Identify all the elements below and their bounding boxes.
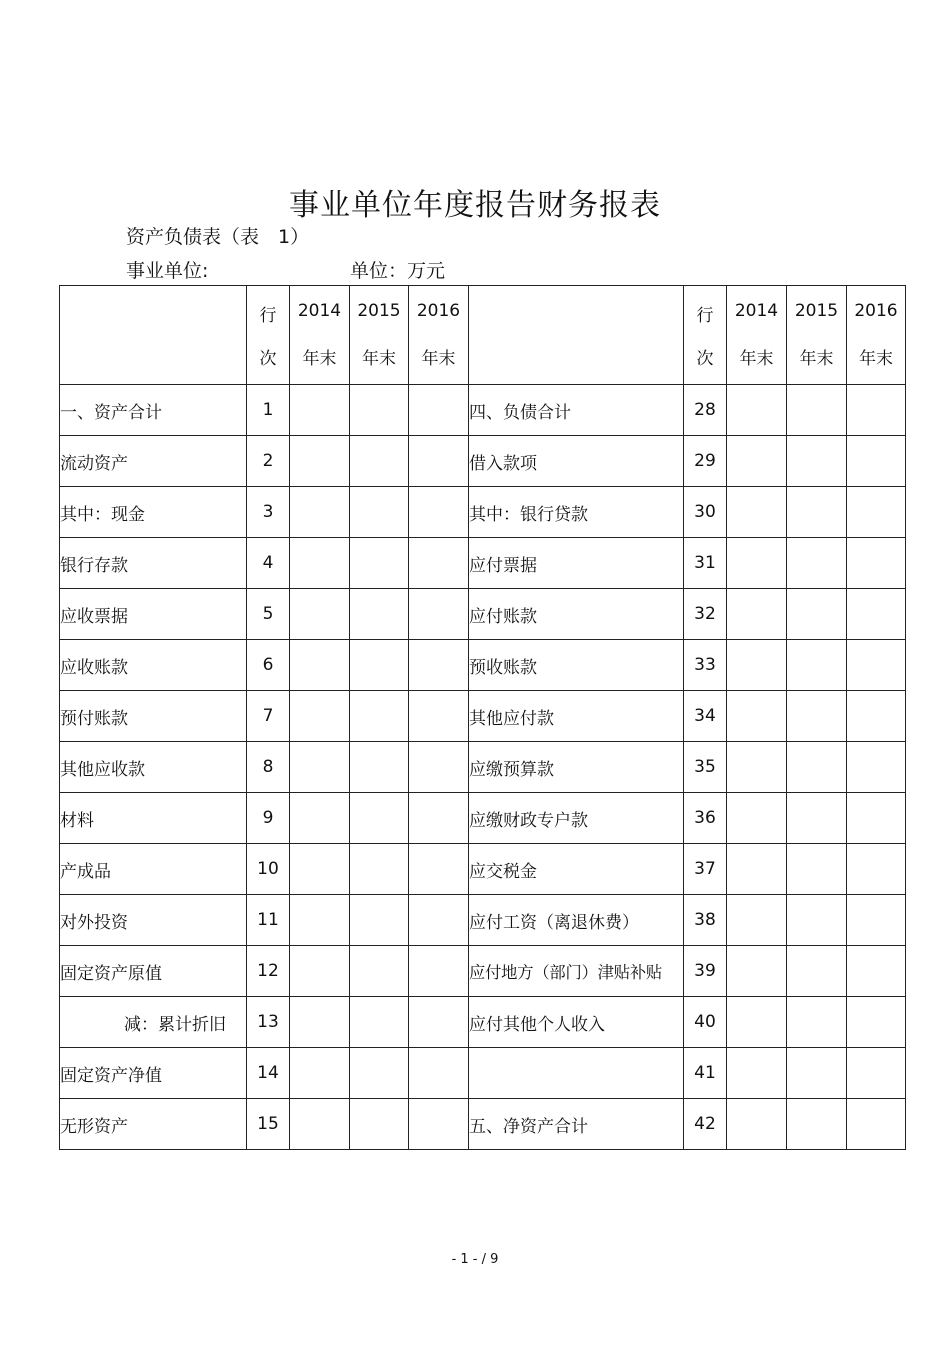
value-cell[interactable] xyxy=(787,742,847,793)
left-item-name: 一、资产合计 xyxy=(60,385,247,436)
right-row-no: 34 xyxy=(684,691,727,742)
left-item-name: 固定资产净值 xyxy=(60,1048,247,1099)
header-year-2015-left: 2015 年末 xyxy=(350,286,409,385)
header-row-no-left: 行 次 xyxy=(247,286,290,385)
value-cell[interactable] xyxy=(727,946,787,997)
value-cell[interactable] xyxy=(290,385,350,436)
value-cell[interactable] xyxy=(727,385,787,436)
left-row-no: 7 xyxy=(247,691,290,742)
value-cell[interactable] xyxy=(847,742,906,793)
value-cell[interactable] xyxy=(727,895,787,946)
right-item-name: 应缴预算款 xyxy=(469,742,684,793)
value-cell[interactable] xyxy=(409,793,469,844)
value-cell[interactable] xyxy=(787,385,847,436)
left-row-no: 14 xyxy=(247,1048,290,1099)
value-cell[interactable] xyxy=(727,1099,787,1150)
left-item-name: 其他应收款 xyxy=(60,742,247,793)
value-cell[interactable] xyxy=(290,742,350,793)
table-row xyxy=(60,589,906,640)
table-row xyxy=(60,946,906,997)
header-row-no-right: 行 次 xyxy=(684,286,727,385)
left-row-no: 5 xyxy=(247,589,290,640)
table-row xyxy=(60,436,906,487)
value-cell[interactable] xyxy=(787,895,847,946)
value-cell[interactable] xyxy=(350,793,409,844)
value-cell[interactable] xyxy=(290,691,350,742)
right-item-name: 应交税金 xyxy=(469,844,684,895)
value-cell[interactable] xyxy=(409,385,469,436)
value-cell[interactable] xyxy=(409,946,469,997)
value-cell[interactable] xyxy=(847,436,906,487)
org-label: 事业单位: xyxy=(126,260,209,282)
value-cell[interactable] xyxy=(409,487,469,538)
value-cell[interactable] xyxy=(847,946,906,997)
header-right-name xyxy=(469,286,684,385)
left-item-name: 其中：现金 xyxy=(60,487,247,538)
value-cell[interactable] xyxy=(290,538,350,589)
left-row-no: 12 xyxy=(247,946,290,997)
value-cell[interactable] xyxy=(350,946,409,997)
value-cell[interactable] xyxy=(409,895,469,946)
value-cell[interactable] xyxy=(727,793,787,844)
value-cell[interactable] xyxy=(350,487,409,538)
left-row-no: 6 xyxy=(247,640,290,691)
value-cell[interactable] xyxy=(290,589,350,640)
left-row-no: 1 xyxy=(247,385,290,436)
value-cell[interactable] xyxy=(409,589,469,640)
sheet-subtitle: 资产负债表（表 1） xyxy=(126,226,310,248)
value-cell[interactable] xyxy=(847,844,906,895)
value-cell[interactable] xyxy=(409,997,469,1048)
right-item-name: 应付地方（部门）津贴补贴 xyxy=(469,946,684,997)
header-year-2016-right: 2016 年末 xyxy=(847,286,906,385)
right-row-no: 29 xyxy=(684,436,727,487)
value-cell[interactable] xyxy=(290,640,350,691)
value-cell[interactable] xyxy=(290,895,350,946)
left-row-no: 4 xyxy=(247,538,290,589)
left-item-name: 对外投资 xyxy=(60,895,247,946)
right-item-name: 其中：银行贷款 xyxy=(469,487,684,538)
table-row xyxy=(60,640,906,691)
value-cell[interactable] xyxy=(409,1048,469,1099)
right-row-no: 28 xyxy=(684,385,727,436)
value-cell[interactable] xyxy=(787,538,847,589)
right-item-name: 应缴财政专户款 xyxy=(469,793,684,844)
left-item-name: 固定资产原值 xyxy=(60,946,247,997)
value-cell[interactable] xyxy=(847,691,906,742)
value-cell[interactable] xyxy=(409,1099,469,1150)
right-item-name: 其他应付款 xyxy=(469,691,684,742)
table-row xyxy=(60,742,906,793)
right-row-no: 30 xyxy=(684,487,727,538)
right-row-no: 39 xyxy=(684,946,727,997)
right-item-name: 应付工资（离退休费） xyxy=(469,895,684,946)
balance-sheet-table xyxy=(59,285,906,1150)
value-cell[interactable] xyxy=(409,538,469,589)
right-item-name: 四、负债合计 xyxy=(469,385,684,436)
value-cell[interactable] xyxy=(787,589,847,640)
left-item-name: 银行存款 xyxy=(60,538,247,589)
right-row-no: 41 xyxy=(684,1048,727,1099)
value-cell[interactable] xyxy=(727,1048,787,1099)
value-cell[interactable] xyxy=(847,793,906,844)
right-row-no: 35 xyxy=(684,742,727,793)
left-row-no: 11 xyxy=(247,895,290,946)
header-year-2014-right: 2014 年末 xyxy=(727,286,787,385)
value-cell[interactable] xyxy=(727,742,787,793)
value-cell[interactable] xyxy=(847,487,906,538)
value-cell[interactable] xyxy=(409,691,469,742)
value-cell[interactable] xyxy=(727,589,787,640)
right-row-no: 38 xyxy=(684,895,727,946)
value-cell[interactable] xyxy=(350,895,409,946)
value-cell[interactable] xyxy=(350,742,409,793)
value-cell[interactable] xyxy=(787,1048,847,1099)
right-item-name: 应付其他个人收入 xyxy=(469,997,684,1048)
left-item-name: 预付账款 xyxy=(60,691,247,742)
right-item-name: 应付账款 xyxy=(469,589,684,640)
value-cell[interactable] xyxy=(290,1048,350,1099)
right-item-name: 借入款项 xyxy=(469,436,684,487)
left-item-name: 流动资产 xyxy=(60,436,247,487)
right-row-no: 32 xyxy=(684,589,727,640)
left-row-no: 15 xyxy=(247,1099,290,1150)
value-cell[interactable] xyxy=(787,997,847,1048)
value-cell[interactable] xyxy=(847,1099,906,1150)
page-number: - 1 - / 9 xyxy=(451,1252,499,1267)
value-cell[interactable] xyxy=(350,1048,409,1099)
table-header-row xyxy=(60,286,906,385)
value-cell[interactable] xyxy=(290,487,350,538)
value-cell[interactable] xyxy=(409,640,469,691)
value-cell[interactable] xyxy=(290,1099,350,1150)
table-row xyxy=(60,1048,906,1099)
left-item-name: 无形资产 xyxy=(60,1099,247,1150)
value-cell[interactable] xyxy=(727,640,787,691)
value-cell[interactable] xyxy=(290,997,350,1048)
left-row-no: 9 xyxy=(247,793,290,844)
left-row-no: 13 xyxy=(247,997,290,1048)
value-cell[interactable] xyxy=(787,1099,847,1150)
table-row xyxy=(60,844,906,895)
right-row-no: 36 xyxy=(684,793,727,844)
left-row-no: 2 xyxy=(247,436,290,487)
table-row xyxy=(60,538,906,589)
value-cell[interactable] xyxy=(350,691,409,742)
left-item-name: 应收票据 xyxy=(60,589,247,640)
value-cell[interactable] xyxy=(847,385,906,436)
value-cell[interactable] xyxy=(290,436,350,487)
left-item-name: 应收账款 xyxy=(60,640,247,691)
value-cell[interactable] xyxy=(409,742,469,793)
header-left-name xyxy=(60,286,247,385)
right-row-no: 33 xyxy=(684,640,727,691)
value-cell[interactable] xyxy=(290,946,350,997)
header-year-2016-left: 2016 年末 xyxy=(409,286,469,385)
value-cell[interactable] xyxy=(350,1099,409,1150)
value-cell[interactable] xyxy=(847,589,906,640)
value-cell[interactable] xyxy=(727,538,787,589)
value-cell[interactable] xyxy=(350,997,409,1048)
value-cell[interactable] xyxy=(350,589,409,640)
right-item-name: 应付票据 xyxy=(469,538,684,589)
value-cell[interactable] xyxy=(847,640,906,691)
value-cell[interactable] xyxy=(350,640,409,691)
value-cell[interactable] xyxy=(787,640,847,691)
table-row xyxy=(60,487,906,538)
value-cell[interactable] xyxy=(409,436,469,487)
value-cell[interactable] xyxy=(787,946,847,997)
value-cell[interactable] xyxy=(787,793,847,844)
left-item-name: 产成品 xyxy=(60,844,247,895)
right-item-name: 五、净资产合计 xyxy=(469,1099,684,1150)
right-item-name: 预收账款 xyxy=(469,640,684,691)
table-row xyxy=(60,1099,906,1150)
value-cell[interactable] xyxy=(787,844,847,895)
right-row-no: 37 xyxy=(684,844,727,895)
table-row xyxy=(60,793,906,844)
value-cell[interactable] xyxy=(847,997,906,1048)
value-cell[interactable] xyxy=(727,691,787,742)
value-cell[interactable] xyxy=(350,436,409,487)
value-cell[interactable] xyxy=(847,1048,906,1099)
table-row xyxy=(60,895,906,946)
value-cell[interactable] xyxy=(727,997,787,1048)
value-cell[interactable] xyxy=(727,487,787,538)
left-row-no: 10 xyxy=(247,844,290,895)
value-cell[interactable] xyxy=(727,844,787,895)
value-cell[interactable] xyxy=(787,436,847,487)
left-row-no: 3 xyxy=(247,487,290,538)
right-row-no: 42 xyxy=(684,1099,727,1150)
unit-label: 单位：万元 xyxy=(350,260,446,282)
value-cell[interactable] xyxy=(847,538,906,589)
left-row-no: 8 xyxy=(247,742,290,793)
right-row-no: 31 xyxy=(684,538,727,589)
value-cell[interactable] xyxy=(409,844,469,895)
value-cell[interactable] xyxy=(290,844,350,895)
value-cell[interactable] xyxy=(787,487,847,538)
value-cell[interactable] xyxy=(350,538,409,589)
table-row xyxy=(60,385,906,436)
table-row xyxy=(60,691,906,742)
left-item-name: 减：累计折旧 xyxy=(60,997,247,1048)
value-cell[interactable] xyxy=(787,691,847,742)
left-item-name: 材料 xyxy=(60,793,247,844)
header-year-2015-right: 2015 年末 xyxy=(787,286,847,385)
right-item-name xyxy=(469,1048,684,1099)
value-cell[interactable] xyxy=(847,895,906,946)
right-row-no: 40 xyxy=(684,997,727,1048)
report-title: 事业单位年度报告财务报表 xyxy=(289,188,661,223)
table-row xyxy=(60,997,906,1048)
unit-line xyxy=(126,256,546,283)
value-cell[interactable] xyxy=(350,844,409,895)
value-cell[interactable] xyxy=(350,385,409,436)
header-year-2014-left: 2014 年末 xyxy=(290,286,350,385)
value-cell[interactable] xyxy=(727,436,787,487)
value-cell[interactable] xyxy=(290,793,350,844)
